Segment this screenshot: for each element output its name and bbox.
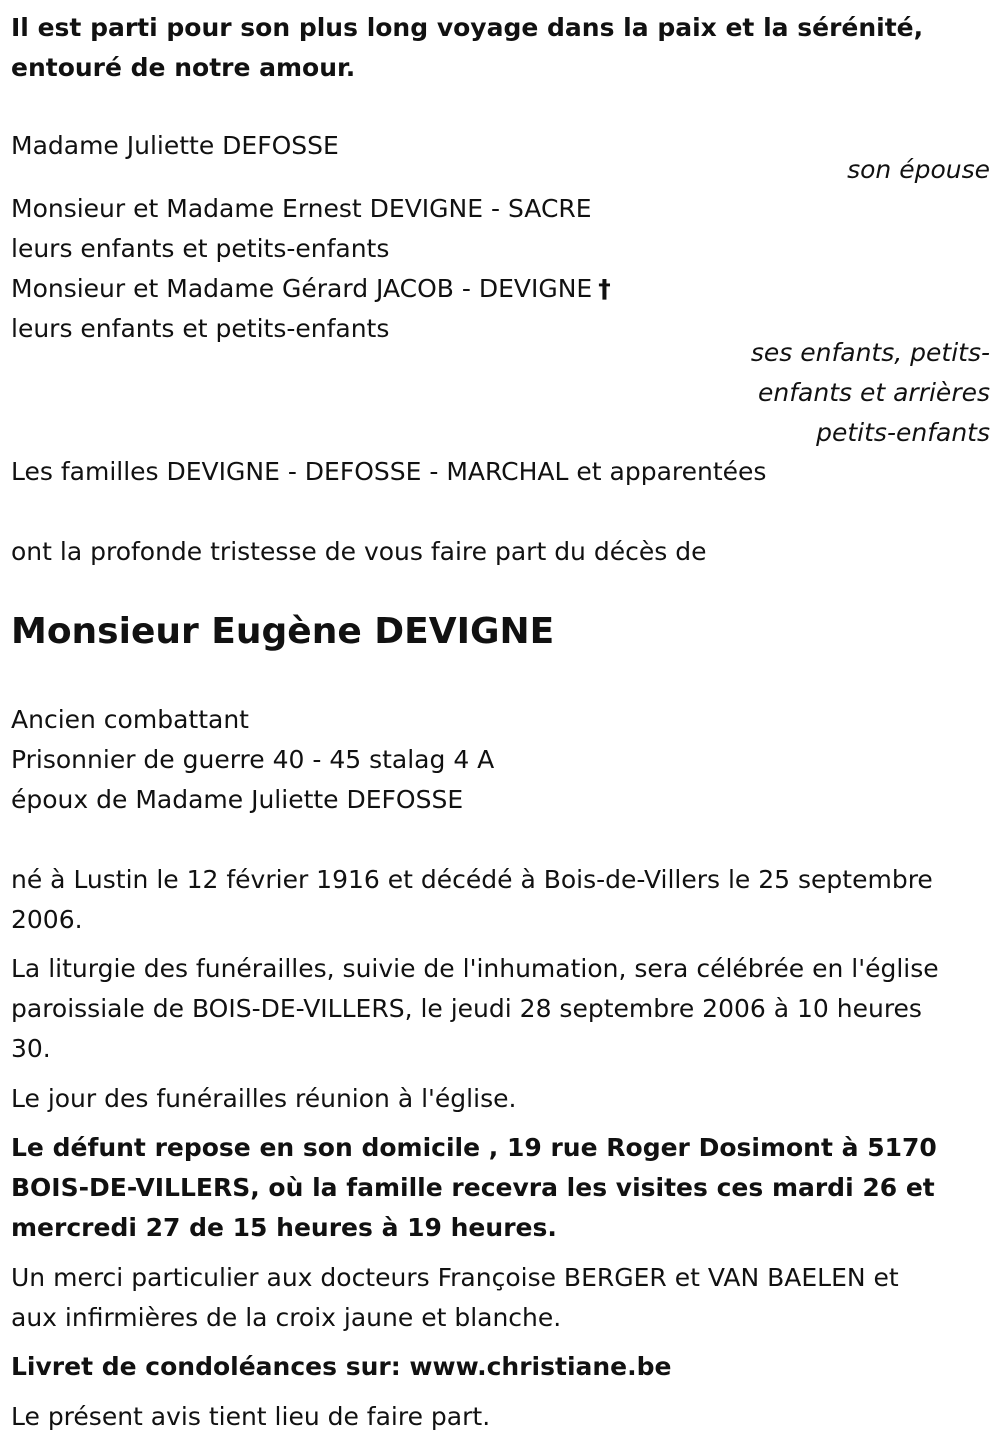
condolences-line: Livret de condoléances sur: www.christiane.be [11,1352,672,1381]
birth-death-line-2: 2006. [11,905,83,934]
children-family-2: Monsieur et Madame Gérard JACOB - DEVIGNE [11,274,593,303]
rest-line-2: BOIS-DE-VILLERS, où la famille recevra les visites ces mardi 26 et [11,1173,935,1202]
families-line: Les familles DEVIGNE - DEFOSSE - MARCHAL et apparentées [11,457,767,486]
notice-line: Le présent avis tient lieu de faire part. [11,1402,491,1431]
children-family-1: Monsieur et Madame Ernest DEVIGNE - SACRE [11,194,592,223]
children-family-1-sub: leurs enfants et petits-enfants [11,234,390,263]
children-relation-line-2: enfants et arrières [758,378,990,407]
children-family-2-sub: leurs enfants et petits-enfants [11,314,390,343]
deceased-title-3: époux de Madame Juliette DEFOSSE [11,785,464,814]
meeting-line: Le jour des funérailles réunion à l'église. [11,1084,517,1113]
liturgy-line-1: La liturgie des funérailles, suivie de l'inhumation, sera célébrée en l'église [11,954,939,983]
intro-line-1: Il est parti pour son plus long voyage dans la paix et la sérénité, [11,13,924,42]
rest-line-3: mercredi 27 de 15 heures à 19 heures. [11,1213,557,1242]
cross-icon: † [598,274,611,303]
deceased-title-1: Ancien combattant [11,705,249,734]
children-relation-line-1: ses enfants, petits- [750,338,990,367]
announcement-line: ont la profonde tristesse de vous faire part du décès de [11,537,707,566]
children-relation-line-3: petits-enfants [816,418,990,447]
children-family-2-row [11,269,611,309]
deceased-name: Monsieur Eugène DEVIGNE [11,611,555,652]
liturgy-line-3: 30. [11,1034,51,1063]
intro-line-2: entouré de notre amour. [11,53,356,82]
liturgy-line-2: paroissiale de BOIS-DE-VILLERS, le jeudi 28 septembre 2006 à 10 heures [11,994,922,1023]
spouse-name: Madame Juliette DEFOSSE [11,131,339,160]
spouse-relation: son épouse [847,155,990,184]
thanks-line-2: aux infirmières de la croix jaune et blanche. [11,1303,562,1332]
birth-death-line-1: né à Lustin le 12 février 1916 et décédé à Bois-de-Villers le 25 septembre [11,865,933,894]
thanks-line-1: Un merci particulier aux docteurs Françoise BERGER et VAN BAELEN et [11,1263,899,1292]
rest-line-1: Le défunt repose en son domicile , 19 rue Roger Dosimont à 5170 [11,1133,937,1162]
deceased-title-2: Prisonnier de guerre 40 - 45 stalag 4 A [11,745,495,774]
